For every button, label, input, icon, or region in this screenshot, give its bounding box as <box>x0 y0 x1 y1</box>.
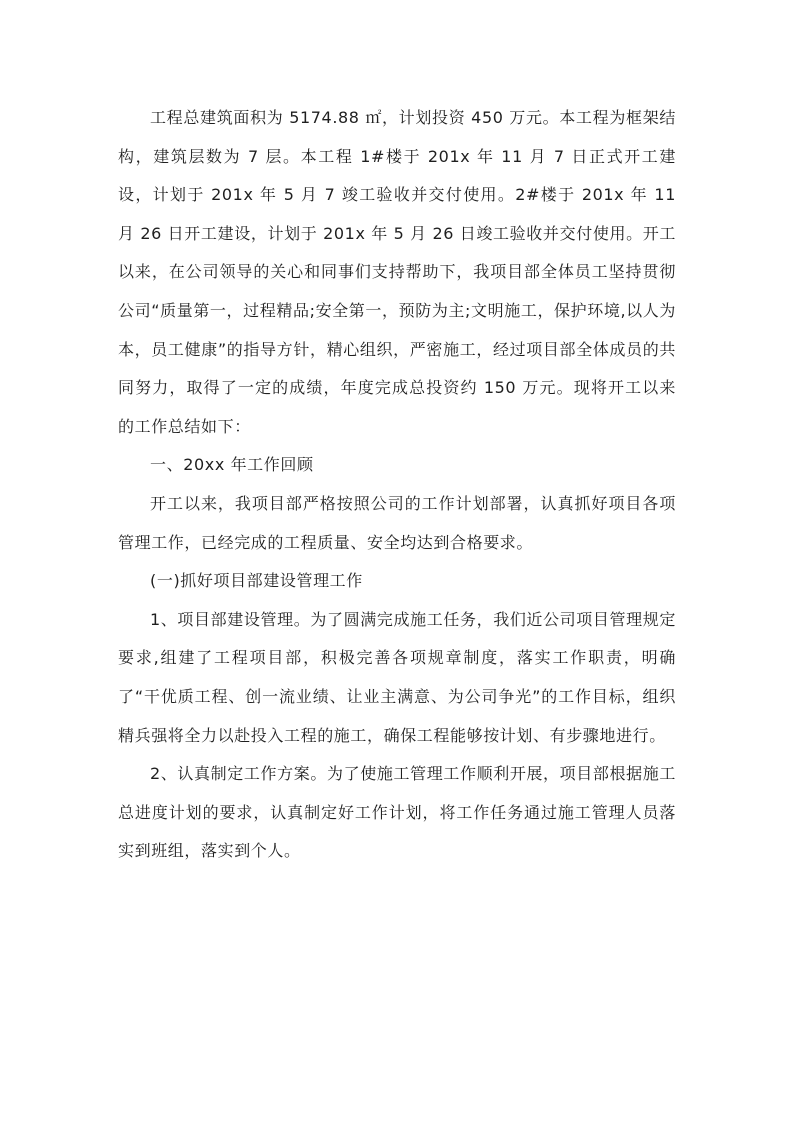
subsection-heading-project-department: (一)抓好项目部建设管理工作 <box>150 571 363 591</box>
paragraph-work-plan: 2、认真制定工作方案。为了使施工管理工作顺利开展，项目部根据施工总进度计划的要求，认真制定好工作计划，将工作任务通过施工管理人员落实到班组，落实到个人。 <box>118 764 676 861</box>
paragraph-project-overview: 工程总建筑面积为 5174.88 ㎡，计划投资 450 万元。本工程为框架结构，建筑层数为 7 层。本工程 1#楼于 201x 年 11 月 7 日正式开工建设，计划于 201x 年 5 月 7 竣工验收并交付使用。2#楼于 201x 年 11 月 26 日开工建设，计划于 201x 年 5 月 26 日竣工验收并交付使用。开工以来，在公司领导的关心和同事们支持帮助下，我项目部全体员工坚持贯彻公司“质量第一，过程精品;安全第一，预防为主;文明施工，保护环境,以人为本，员工健康”的指导方针，精心组织，严密施工，经过项目部全体成员的共同努力，取得了一定的成绩，年度完成总投资约 150 万元。现将开工以来的工作总结如下： <box>118 108 676 436</box>
section-heading-annual-review: 一、20xx 年工作回顾 <box>150 455 314 475</box>
document-body <box>118 99 676 871</box>
paragraph-review-summary: 开工以来，我项目部严格按照公司的工作计划部署，认真抓好项目各项管理工作，已经完成的工程质量、安全均达到合格要求。 <box>118 493 676 552</box>
paragraph-department-management: 1、项目部建设管理。为了圆满完成施工任务，我们近公司项目管理规定要求,组建了工程项目部，积极完善各项规章制度，落实工作职责，明确了“干优质工程、创一流业绩、让业主满意、为公司争光”的工作目标，组织精兵强将全力以赴投入工程的施工，确保工程能够按计划、有步骤地进行。 <box>118 609 676 745</box>
